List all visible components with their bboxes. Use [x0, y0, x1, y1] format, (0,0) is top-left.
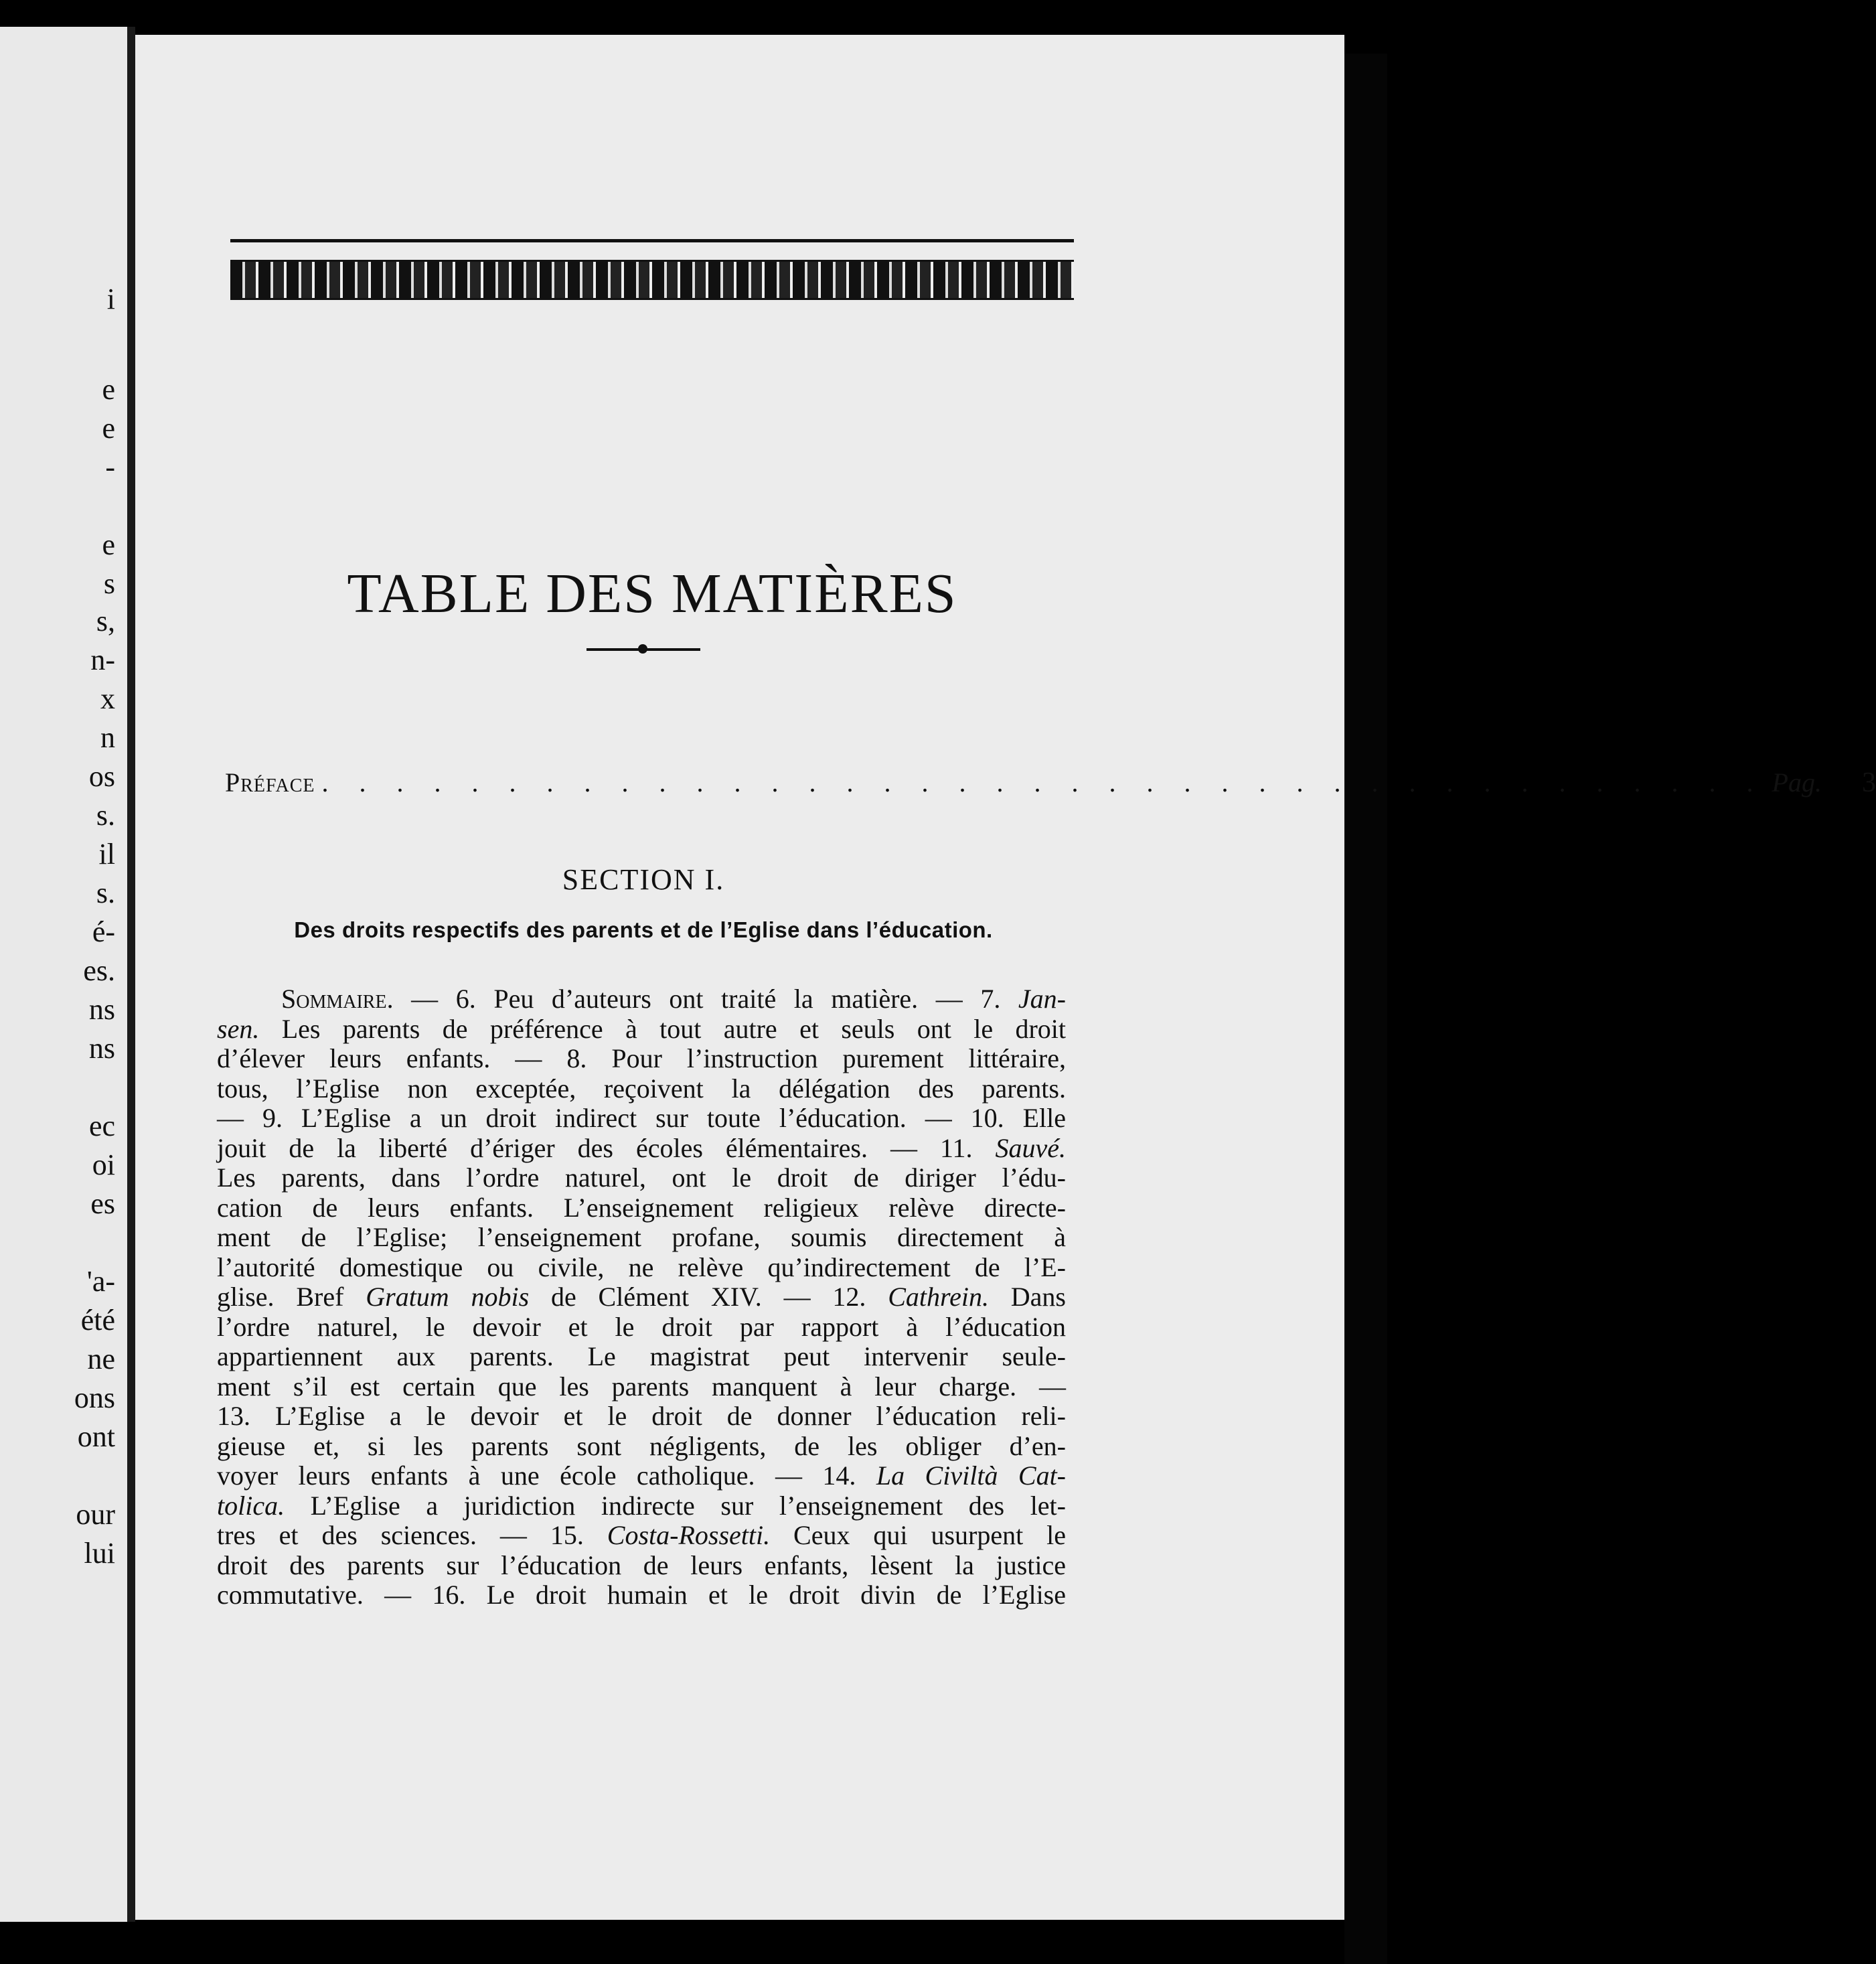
- summary-text: 13. L’Eglise a le devoir et le droit de donner l’éducation reli-: [217, 1401, 1066, 1431]
- summary-line: [217, 1104, 1066, 1134]
- section-title: SECTION I.: [562, 863, 725, 896]
- cited-reference: Sauvé.: [995, 1132, 1066, 1163]
- summary-line: [217, 1253, 1066, 1283]
- summary-text: cation de leurs enfants. L’enseignement religieux relève directe-: [217, 1192, 1066, 1223]
- summary-text: ment de l’Eglise; l’enseignement profane, soumis directement à: [217, 1222, 1066, 1252]
- summary-line: [217, 1372, 1066, 1402]
- summary-text: — 6. Peu d’auteurs ont traité la matière. — 7.: [393, 984, 1018, 1014]
- summary-text: Ceux qui usurpent le: [770, 1520, 1067, 1550]
- facing-page-fragment: oi: [92, 1148, 115, 1181]
- summary-line: [217, 1223, 1066, 1253]
- facing-page-fragment: os: [88, 760, 115, 793]
- summary-text: glise. Bref: [217, 1282, 366, 1312]
- summary-text: Les parents, dans l’ordre naturel, ont le droit de diriger l’édu-: [217, 1162, 1066, 1193]
- facing-page-fragment: ont: [77, 1420, 115, 1453]
- cited-reference: Gratum nobis: [366, 1282, 530, 1312]
- summary-text: jouit de la liberté d’ériger des écoles élémentaires. — 11.: [217, 1132, 996, 1163]
- summary-line: [217, 984, 1066, 1014]
- summary-line: [217, 1312, 1066, 1343]
- facing-page-fragment: e: [102, 373, 115, 406]
- summary-text: commutative. — 16. Le droit humain et le droit divin de l’Eglise: [217, 1580, 1066, 1610]
- facing-page-fragment: lui: [84, 1537, 115, 1570]
- summary-text: l’ordre naturel, le devoir et le droit par rapport à l’éducation: [217, 1311, 1066, 1342]
- facing-page-fragment: i: [106, 283, 115, 315]
- facing-page-fragment: s.: [96, 877, 115, 909]
- summary-text: Les parents de préférence à tout autre et seuls ont le droit: [259, 1013, 1066, 1044]
- cited-reference: Jan-: [1018, 984, 1066, 1014]
- summary-line: [217, 1580, 1066, 1610]
- summary-line: [217, 1163, 1066, 1193]
- facing-page-fragment: es: [90, 1187, 115, 1220]
- summary-text: appartiennent aux parents. Le magistrat peut intervenir seule-: [217, 1341, 1066, 1371]
- summary-line: [217, 1461, 1066, 1491]
- facing-page-fragment: é-: [92, 915, 115, 948]
- ornament-rule: [230, 239, 1074, 242]
- cited-reference: tolica.: [217, 1490, 285, 1521]
- summary-line: [217, 1014, 1066, 1045]
- page-edge-shadow: [1344, 54, 1387, 1964]
- summary-text: L’Eglise a juridiction indirecte sur l’enseignement des let-: [285, 1490, 1066, 1521]
- summary-text: voyer leurs enfants à une école catholique. — 14.: [217, 1460, 876, 1491]
- facing-page-fragment: s: [103, 567, 115, 600]
- summary-line: [217, 1402, 1066, 1432]
- summary-line: [217, 1491, 1066, 1521]
- section-subtitle: Des droits respectifs des parents et de l’Eglise dans l’éducation.: [294, 917, 993, 942]
- facing-page-fragment: ne: [87, 1343, 115, 1375]
- facing-page-fragment: ons: [74, 1381, 115, 1414]
- facing-page-fragment: -: [105, 451, 115, 483]
- summary-text: gieuse et, si les parents sont négligents, de les obliger d’en-: [217, 1430, 1066, 1461]
- pag-label: Pag.: [1772, 767, 1822, 798]
- summary-line: [217, 1551, 1066, 1581]
- facing-page-fragment: our: [76, 1498, 115, 1531]
- summary-line: [217, 1193, 1066, 1223]
- summary-label: Sommaire.: [281, 984, 394, 1014]
- page-title: TABLE DES MATIÈRES: [347, 562, 957, 625]
- summary-line: [217, 1282, 1066, 1312]
- summary-line: [217, 1521, 1066, 1551]
- section-summary: [217, 984, 1066, 1610]
- summary-text: de Clément XIV. — 12.: [529, 1282, 888, 1312]
- facing-page-fragment: es.: [83, 954, 115, 987]
- facing-page-fragment: été: [80, 1304, 115, 1337]
- page: [135, 35, 1344, 1920]
- summary-line: [217, 1432, 1066, 1462]
- summary-text: tres et des sciences. — 15.: [217, 1520, 607, 1550]
- summary-text: ment s’il est certain que les parents manquent à leur charge. —: [217, 1371, 1066, 1402]
- facing-page-fragment: n-: [90, 644, 115, 676]
- summary-text: droit des parents sur l’éducation de leurs enfants, lèsent la justice: [217, 1550, 1066, 1580]
- preface-label: Préface: [225, 767, 315, 798]
- facing-page-fragment: e: [102, 412, 115, 445]
- summary-line: [217, 1044, 1066, 1074]
- facing-page-fragment: s,: [96, 605, 115, 637]
- leader-dots: . . . . . . . . . . . . . . . . . . . . . . . . . . . . . . . . . . . . . . .: [321, 767, 1766, 798]
- summary-text: d’élever leurs enfants. — 8. Pour l’instruction purement littéraire,: [217, 1043, 1066, 1073]
- ornament-band: [230, 260, 1074, 300]
- summary-line: [217, 1074, 1066, 1104]
- page-number: 3: [1861, 767, 1876, 798]
- facing-page-fragment: s.: [96, 799, 115, 832]
- facing-page-fragment: ns: [88, 1032, 115, 1065]
- summary-text: tous, l’Eglise non exceptée, reçoivent la délégation des parents.: [217, 1073, 1066, 1104]
- summary-line: [217, 1134, 1066, 1164]
- cited-reference: sen.: [217, 1013, 260, 1044]
- cited-reference: Costa-Rossetti.: [607, 1520, 771, 1550]
- facing-page-fragment: n: [100, 721, 115, 754]
- summary-text: l’autorité domestique ou civile, ne relève qu’indirectement de l’E-: [217, 1252, 1066, 1282]
- facing-page-fragment: ec: [88, 1110, 115, 1142]
- summary-text: — 9. L’Eglise a un droit indirect sur toute l’éducation. — 10. Elle: [217, 1103, 1066, 1133]
- title-divider-dot: [638, 644, 647, 654]
- book-spine: [127, 27, 135, 1922]
- summary-text: Dans: [988, 1282, 1066, 1312]
- cited-reference: La Civiltà Cat-: [876, 1460, 1067, 1491]
- facing-page-fragment: ns: [88, 993, 115, 1026]
- facing-page: [0, 27, 127, 1922]
- facing-page-fragment: x: [100, 682, 115, 715]
- facing-page-fragment: 'a-: [86, 1265, 115, 1298]
- summary-line: [217, 1342, 1066, 1372]
- facing-page-fragment: e: [102, 528, 115, 561]
- facing-page-fragment: il: [98, 838, 115, 871]
- toc-entry-preface: [225, 767, 1876, 807]
- cited-reference: Cathrein.: [888, 1282, 989, 1312]
